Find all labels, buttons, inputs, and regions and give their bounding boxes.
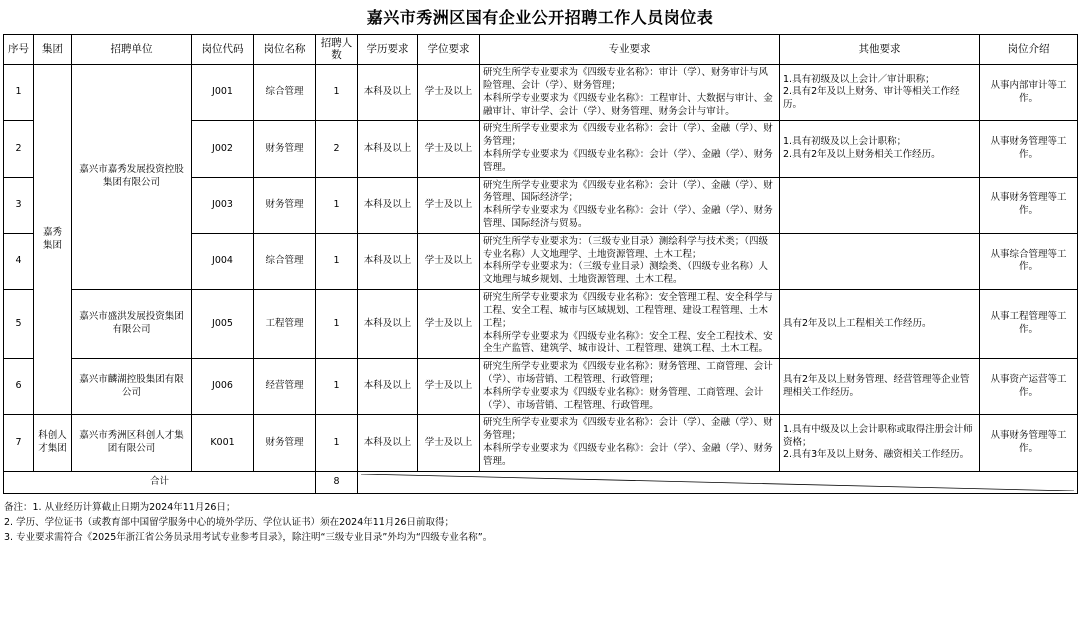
table-row (4, 359, 1078, 415)
post-name: 财务管理 (254, 177, 316, 233)
post-name: 综合管理 (254, 233, 316, 289)
notes-section (4, 500, 1076, 546)
degree-req: 学士及以上 (418, 359, 480, 415)
col-major: 专业要求 (480, 35, 780, 65)
unit-name: 嘉兴市麟湖控股集团有限公司 (72, 359, 192, 415)
post-count: 1 (316, 415, 358, 471)
empty-diagonal-cell (358, 471, 1078, 493)
education-req: 本科及以上 (358, 290, 418, 359)
col-count: 招聘人数 (316, 35, 358, 65)
col-degree: 学位要求 (418, 35, 480, 65)
table-row (4, 415, 1078, 471)
diagonal-line-icon (361, 474, 1074, 491)
degree-req: 学士及以上 (418, 121, 480, 177)
post-name: 综合管理 (254, 65, 316, 121)
row-no: 4 (4, 233, 34, 289)
col-intro: 岗位介绍 (980, 35, 1078, 65)
post-count: 1 (316, 233, 358, 289)
post-name: 工程管理 (254, 290, 316, 359)
post-intro: 从事财务管理等工作。 (980, 121, 1078, 177)
positions-table (3, 34, 1078, 494)
total-row (4, 471, 1078, 493)
post-count: 1 (316, 177, 358, 233)
post-intro: 从事内部审计等工作。 (980, 65, 1078, 121)
post-name: 财务管理 (254, 121, 316, 177)
education-req: 本科及以上 (358, 121, 418, 177)
table-header-row (4, 35, 1078, 65)
other-req: 具有2年及以上财务管理、经营管理等企业管理相关工作经历。 (780, 359, 980, 415)
post-name: 财务管理 (254, 415, 316, 471)
degree-req: 学士及以上 (418, 290, 480, 359)
post-count: 1 (316, 290, 358, 359)
row-no: 1 (4, 65, 34, 121)
row-no: 2 (4, 121, 34, 177)
post-code: J001 (192, 65, 254, 121)
post-count: 2 (316, 121, 358, 177)
unit-name: 嘉兴市秀洲区科创人才集团有限公司 (72, 415, 192, 471)
education-req: 本科及以上 (358, 65, 418, 121)
col-education: 学历要求 (358, 35, 418, 65)
degree-req: 学士及以上 (418, 177, 480, 233)
group-name: 嘉秀 集团 (34, 65, 72, 415)
other-req: 1.具有中级及以上会计职称或取得注册会计师资格； 2.具有3年及以上财务、融资相关工作经历。 (780, 415, 980, 471)
other-req (780, 233, 980, 289)
note-1: 备注：1. 从业经历计算截止日期为2024年11月26日； (4, 501, 236, 513)
post-intro: 从事工程管理等工作。 (980, 290, 1078, 359)
row-no: 3 (4, 177, 34, 233)
education-req: 本科及以上 (358, 359, 418, 415)
degree-req: 学士及以上 (418, 415, 480, 471)
major-req: 研究生所学专业要求为《四级专业名称》：会计（学）、金融（学）、财务管理； 本科所学专业要求为《四级专业名称》：会计（学）、金融（学）、财务管理。 (480, 121, 780, 177)
post-count: 1 (316, 65, 358, 121)
education-req: 本科及以上 (358, 415, 418, 471)
post-code: J006 (192, 359, 254, 415)
degree-req: 学士及以上 (418, 233, 480, 289)
other-req: 具有2年及以上工程相关工作经历。 (780, 290, 980, 359)
post-name: 经营管理 (254, 359, 316, 415)
total-count: 8 (316, 471, 358, 493)
unit-name: 嘉兴市盛洪发展投资集团有限公司 (72, 290, 192, 359)
post-count: 1 (316, 359, 358, 415)
major-req: 研究生所学专业要求为《四级专业名称》：会计（学）、金融（学）、财务管理； 本科所学专业要求为《四级专业名称》：会计（学）、金融（学）、财务管理。 (480, 415, 780, 471)
major-req: 研究生所学专业要求为：（三级专业目录）测绘科学与技术类；（四级专业名称）人文地理学、土地资源管理、土木工程； 本科所学专业要求为：（三级专业目录）测绘类、（四级专业名称）人文地理与城乡规划、土地资源管理、土木工程。 (480, 233, 780, 289)
note-3: 3. 专业要求需符合《2025年浙江省公务员录用考试专业参考目录》，除注明“三级专业目录”外均为“四级专业名称”。 (4, 532, 493, 544)
post-intro: 从事财务管理等工作。 (980, 415, 1078, 471)
row-no: 5 (4, 290, 34, 359)
total-label: 合计 (4, 471, 316, 493)
post-intro: 从事资产运营等工作。 (980, 359, 1078, 415)
degree-req: 学士及以上 (418, 65, 480, 121)
col-group: 集团 (34, 35, 72, 65)
page-title: 嘉兴市秀洲区国有企业公开招聘工作人员岗位表 (366, 8, 714, 27)
other-req (780, 177, 980, 233)
post-intro: 从事财务管理等工作。 (980, 177, 1078, 233)
row-no: 7 (4, 415, 34, 471)
table-row (4, 290, 1078, 359)
group-name: 科创人 才集团 (34, 415, 72, 471)
table-row (4, 65, 1078, 121)
post-code: J005 (192, 290, 254, 359)
other-req: 1.具有初级及以上会计职称； 2.具有2年及以上财务相关工作经历。 (780, 121, 980, 177)
post-code: J004 (192, 233, 254, 289)
major-req: 研究生所学专业要求为《四级专业名称》：财务管理、工商管理、会计（学）、市场营销、工程管理、行政管理； 本科所学专业要求为《四级专业名称》：财务管理、工商管理、会计（学）、市场营销、工程管理、行政管理。 (480, 359, 780, 415)
major-req: 研究生所学专业要求为《四级专业名称》：审计（学）、财务审计与风险管理、会计（学）、财务管理； 本科所学专业要求为《四级专业名称》：工程审计、大数据与审计、金融审计、审计学、会计（学）、财务管理、财务会计与审计。 (480, 65, 780, 121)
col-unit: 招聘单位 (72, 35, 192, 65)
post-code: K001 (192, 415, 254, 471)
col-other: 其他要求 (780, 35, 980, 65)
education-req: 本科及以上 (358, 177, 418, 233)
post-intro: 从事综合管理等工作。 (980, 233, 1078, 289)
education-req: 本科及以上 (358, 233, 418, 289)
col-post: 岗位名称 (254, 35, 316, 65)
unit-name: 嘉兴市嘉秀发展投资控股集团有限公司 (72, 65, 192, 290)
row-no: 6 (4, 359, 34, 415)
note-2: 2. 学历、学位证书（或教育部中国留学服务中心的境外学历、学位认证书）须在2024年11月26日前取得； (4, 516, 454, 528)
major-req: 研究生所学专业要求为《四级专业名称》：安全管理工程、安全科学与工程、安全工程、城市与区域规划、工程管理、建设工程管理、土木工程； 本科所学专业要求为《四级专业名称》：安全工程、安全工程技术、安全生产监管、建筑学、城市设计、工程管理、建筑工程、土木工程。 (480, 290, 780, 359)
post-code: J003 (192, 177, 254, 233)
post-code: J002 (192, 121, 254, 177)
major-req: 研究生所学专业要求为《四级专业名称》：会计（学）、金融（学）、财务管理、国际经济学； 本科所学专业要求为《四级专业名称》：会计（学）、金融（学）、财务管理、国际经济与贸易。 (480, 177, 780, 233)
col-code: 岗位代码 (192, 35, 254, 65)
other-req: 1.具有初级及以上会计／审计职称； 2.具有2年及以上财务、审计等相关工作经历。 (780, 65, 980, 121)
col-no: 序号 (4, 35, 34, 65)
